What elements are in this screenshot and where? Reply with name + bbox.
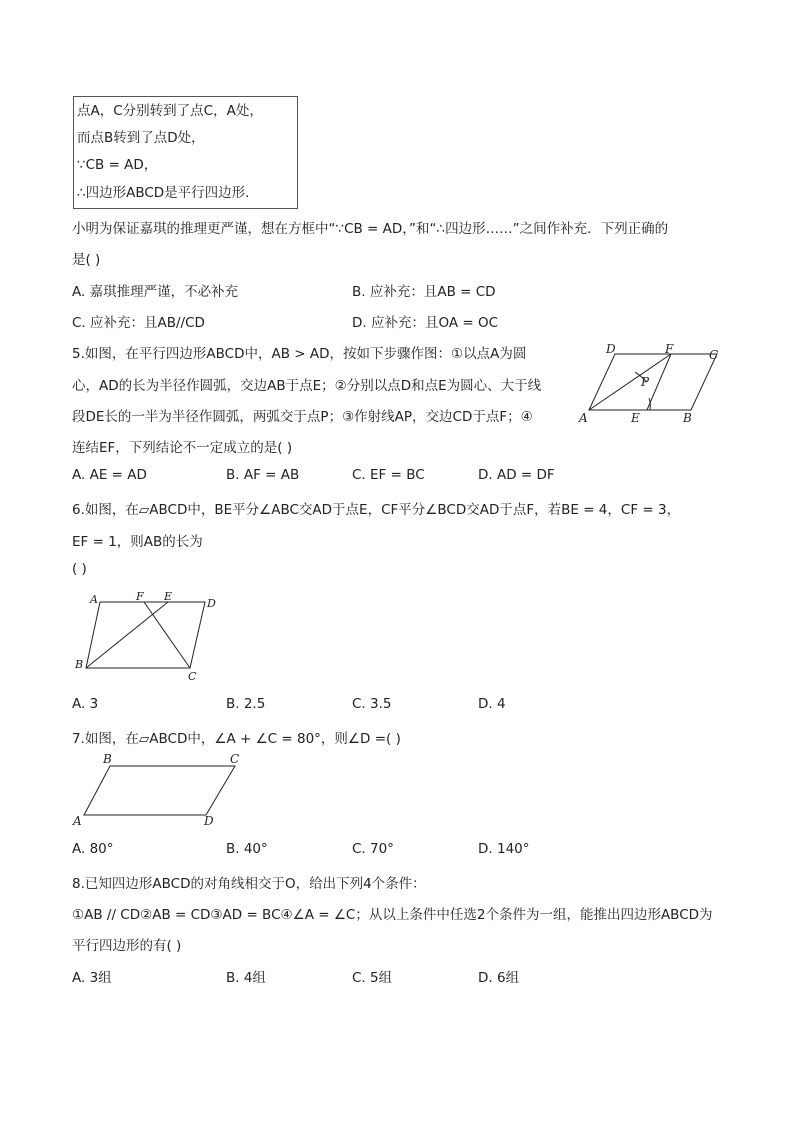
q6-segment-cf — [144, 602, 190, 668]
q6-line-3: ( ) — [72, 561, 87, 577]
intro-option-a[interactable]: A. 嘉琪推理严谨，不必补充 — [72, 284, 239, 300]
q5-label-c: C — [709, 348, 719, 362]
q5-line-4: 连结EF，下列结论不一定成立的是( ) — [72, 440, 293, 456]
q5-label-a: A — [579, 411, 588, 425]
q6-parallelogram-figure — [70, 588, 230, 684]
q6-option-a[interactable]: A. 3 — [72, 696, 99, 712]
q5-parallelogram-abcd — [589, 354, 717, 410]
q6-label-c: C — [188, 670, 197, 683]
q5-parallelogram-figure — [575, 342, 725, 428]
intro-option-c[interactable]: C. 应补充：且AB//CD — [72, 315, 205, 331]
q5-option-a[interactable]: A. AE = AD — [72, 467, 147, 483]
q6-line-2: EF = 1，则AB的长为 — [72, 534, 203, 550]
box-line-2: 而点B转到了点D处， — [77, 130, 205, 146]
box-line-3: ∵CB = AD， — [77, 157, 158, 173]
q8-line-1: 8.已知四边形ABCD的对角线相交于O，给出下列4个条件： — [72, 876, 426, 892]
q6-option-b[interactable]: B. 2.5 — [226, 696, 266, 712]
q5-line-1: 5.如图，在平行四边形ABCD中，AB > AD，按如下步骤作图：①以点A为圆 — [72, 346, 527, 362]
q8-option-b[interactable]: B. 4组 — [226, 970, 266, 986]
q7-label-c: C — [230, 752, 240, 766]
q5-option-b[interactable]: B. AF = AB — [226, 467, 300, 483]
q7-option-a[interactable]: A. 80° — [72, 841, 114, 857]
q8-option-c[interactable]: C. 5组 — [352, 970, 393, 986]
q6-option-d[interactable]: D. 4 — [478, 696, 506, 712]
q7-option-c[interactable]: C. 70° — [352, 841, 394, 857]
intro-option-b[interactable]: B. 应补充：且AB = CD — [352, 284, 496, 300]
q6-label-f: F — [136, 590, 144, 603]
q5-line-2: 心，AD的长为半径作圆弧，交边AB于点E；②分别以点D和点E为圆心、大于线 — [72, 378, 542, 394]
q6-line-1: 6.如图，在▱ABCD中，BE平分∠ABC交AD于点E，CF平分∠BCD交AD于点F，若BE = 4，CF = 3， — [72, 502, 681, 518]
q5-label-e: E — [631, 411, 640, 425]
q8-option-d[interactable]: D. 6组 — [478, 970, 520, 986]
q5-option-d[interactable]: D. AD = DF — [478, 467, 555, 483]
q7-option-d[interactable]: D. 140° — [478, 841, 530, 857]
q7-option-b[interactable]: B. 40° — [226, 841, 268, 857]
q7-line-1: 7.如图，在▱ABCD中，∠A + ∠C = 80°，则∠D =( ) — [72, 731, 401, 747]
q7-parallelogram-abcd — [84, 766, 235, 815]
q5-label-p: P — [641, 375, 650, 389]
reasoning-box — [73, 96, 298, 209]
q5-line-3: 段DE长的一半为半径作圆弧，两弧交于点P；③作射线AP，交边CD于点F；④ — [72, 409, 533, 425]
q7-label-a: A — [73, 814, 82, 828]
intro-option-d[interactable]: D. 应补充：且OA = OC — [352, 315, 499, 331]
q5-label-b: B — [683, 411, 692, 425]
q8-option-a[interactable]: A. 3组 — [72, 970, 112, 986]
q6-label-b: B — [75, 658, 84, 671]
intro-line-2: 是( ) — [72, 252, 101, 268]
q5-label-f: F — [665, 342, 674, 356]
q7-label-d: D — [204, 814, 214, 828]
q6-label-e: E — [164, 590, 173, 603]
q8-line-3: 平行四边形的有( ) — [72, 938, 182, 954]
q5-label-d: D — [606, 342, 616, 356]
q6-parallelogram-abcd — [86, 602, 205, 668]
q7-label-b: B — [103, 752, 112, 766]
q8-line-2: ①AB // CD②AB = CD③AD = BC④∠A = ∠C；从以上条件中任选2个条件为一组，能推出四边形ABCD为 — [72, 907, 713, 923]
q5-option-c[interactable]: C. EF = BC — [352, 467, 425, 483]
box-line-4: ∴四边形ABCD是平行四边形. — [77, 185, 250, 201]
q6-label-d: D — [207, 597, 216, 610]
q7-parallelogram-figure — [70, 750, 250, 830]
box-line-1: 点A，C分别转到了点C，A处， — [77, 103, 263, 119]
q6-option-c[interactable]: C. 3.5 — [352, 696, 392, 712]
q6-label-a: A — [90, 593, 98, 606]
intro-line-1: 小明为保证嘉琪的推理更严谨，想在方框中“∵CB = AD，”和“∴四边形……”之间作补充．下列正确的 — [72, 221, 669, 237]
